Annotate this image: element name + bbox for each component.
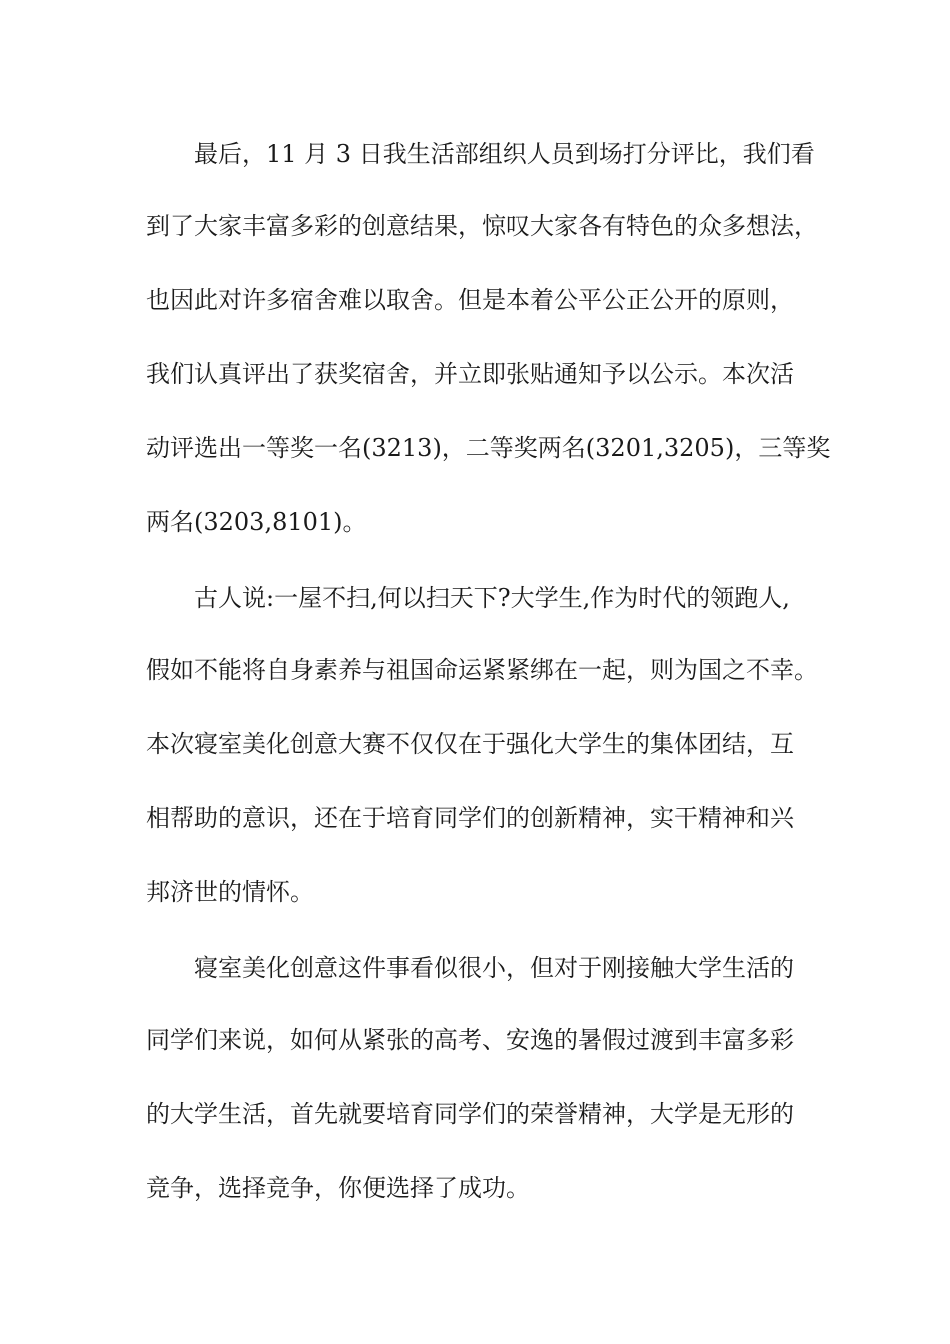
paragraph-3-line-4 [0, 1168, 950, 1208]
paragraph-2-line-2 [0, 650, 950, 690]
paragraph-2-line-3 [0, 724, 950, 764]
paragraph-3-line-3 [0, 1094, 950, 1134]
text-line: 相帮助的意识，还在于培育同学们的创新精神，实干精神和兴 [146, 804, 794, 832]
text-line: 竞争，选择竞争，你便选择了成功。 [146, 1174, 530, 1202]
paragraph-2-line-5 [0, 872, 950, 912]
text-line: 最后，11 月 3 日我生活部组织人员到场打分评比，我们看 [194, 140, 815, 168]
text-line: 两名(3203,8101)。 [146, 508, 367, 536]
text-line: 邦济世的情怀。 [146, 878, 314, 906]
paragraph-3-line-2 [0, 1020, 950, 1060]
text-line: 的大学生活，首先就要培育同学们的荣誉精神，大学是无形的 [146, 1100, 794, 1128]
paragraph-1-line-1 [0, 134, 950, 174]
paragraph-1-line-5 [0, 428, 950, 468]
paragraph-1-line-3 [0, 280, 950, 320]
text-line: 寝室美化创意这件事看似很小，但对于刚接触大学生活的 [194, 954, 794, 982]
paragraph-1-line-6 [0, 502, 950, 542]
text-line: 动评选出一等奖一名(3213)，二等奖两名(3201,3205)，三等奖 [146, 434, 831, 462]
paragraph-2-line-4 [0, 798, 950, 838]
paragraph-1-line-4 [0, 354, 950, 394]
paragraph-2-line-1 [0, 578, 950, 618]
text-line: 古人说:一屋不扫,何以扫天下?大学生,作为时代的领跑人, [194, 584, 790, 612]
paragraph-3-line-1 [0, 948, 950, 988]
text-line: 同学们来说，如何从紧张的高考、安逸的暑假过渡到丰富多彩 [146, 1026, 794, 1054]
paragraph-1-line-2 [0, 206, 950, 246]
text-line: 本次寝室美化创意大赛不仅仅在于强化大学生的集体团结，互 [146, 730, 794, 758]
text-line: 也因此对许多宿舍难以取舍。但是本着公平公正公开的原则， [146, 286, 794, 314]
text-line: 到了大家丰富多彩的创意结果，惊叹大家各有特色的众多想法， [146, 212, 818, 240]
text-line: 我们认真评出了获奖宿舍，并立即张贴通知予以公示。本次活 [146, 360, 794, 388]
text-line: 假如不能将自身素养与祖国命运紧紧绑在一起，则为国之不幸。 [146, 656, 818, 684]
